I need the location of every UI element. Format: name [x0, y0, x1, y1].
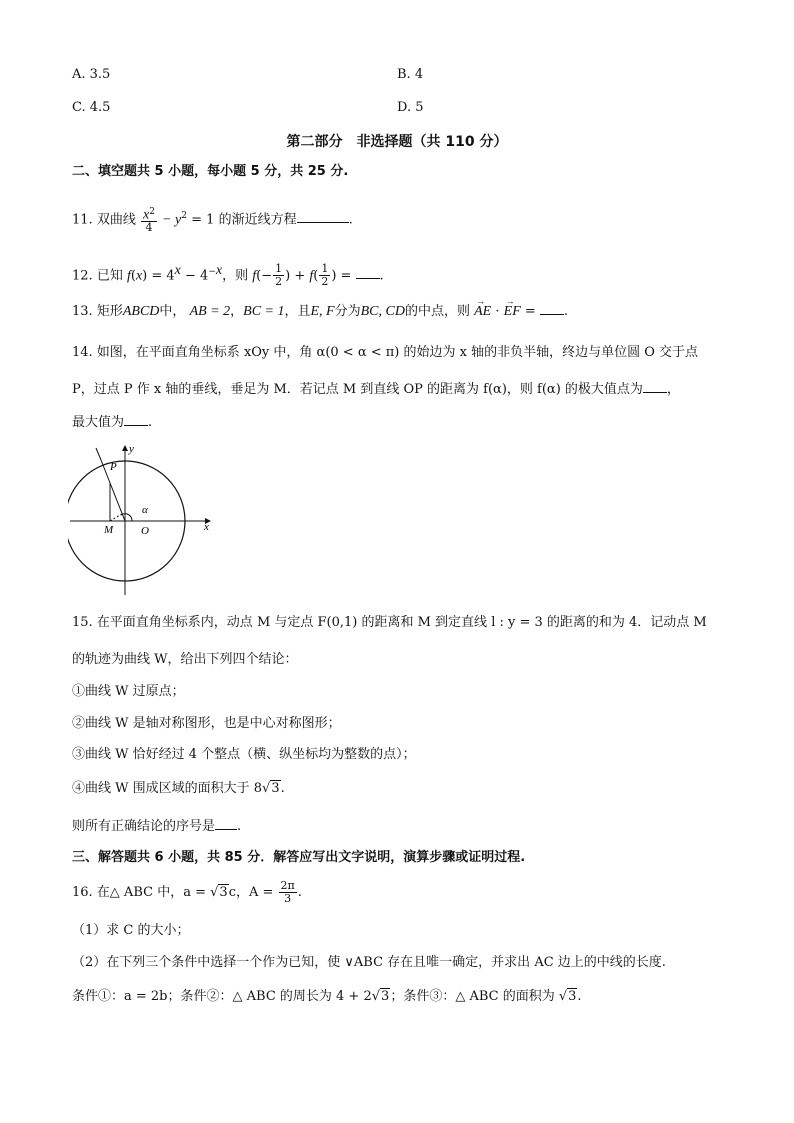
answer-blank [643, 380, 667, 393]
section3-header: 三、解答题共 6 小题，共 85 分．解答应写出文字说明，演算步骤或证明过程. [72, 850, 526, 865]
question-14-line2: P，过点 P 作 x 轴的垂线，垂足为 M．若记点 M 到直线 OP 的距离为 f(α)，则 f(α) 的极大值点为 ， [72, 382, 680, 397]
question-12: 12. 已知 $f(x) = 4^x - 4^{-x}$，则 f(− $\frac{1}{2}$ ) + f( $\frac{1}{2}$ ) = . [72, 262, 384, 289]
label-x: x [204, 521, 209, 533]
fraction: $\frac{2\pi}{3}$ [280, 879, 295, 905]
conclusion-2: ②曲线 W 是轴对称图形，也是中心对称图形； [72, 716, 341, 731]
question-13: 13. 矩形ABCD中， AB = 2，BC = 1，且E, F分为BC, CD的中点，则 → AE · → EF = . [72, 302, 568, 321]
question-15-line1: 15. 在平面直角坐标系内，动点 M 与定点 F(0,1) 的距离和 M 到定直线 l : y = 3 的距离的和为 4．记动点 M [72, 615, 707, 630]
section2-header: 二、填空题共 5 小题，每小题 5 分，共 25 分. [72, 164, 349, 179]
label-o: O [141, 525, 149, 537]
question-15-line2: 的轨迹为曲线 W，给出下列四个结论： [72, 652, 298, 667]
option-d: D. 5 [397, 100, 424, 115]
distance-dashed [110, 514, 122, 521]
answer-blank [356, 266, 380, 279]
option-a: A. 3.5 [72, 67, 111, 82]
conclusion-4: ④曲线 W 围成区域的面积大于 8√3. [72, 781, 285, 796]
answer-blank [297, 210, 349, 223]
fraction: $\frac{1}{2}$ [275, 262, 283, 289]
unit-circle-figure [68, 440, 218, 600]
question-15-ask: 则所有正确结论的序号是 . [72, 819, 242, 834]
question-16-part1: （1）求 C 的大小； [72, 923, 190, 938]
label-m: M [104, 524, 114, 536]
fraction: $\frac{1}{2}$ [321, 262, 329, 289]
option-c: C. 4.5 [72, 100, 111, 115]
question-11: 11. 双曲线 $\frac{x^2}{4}$ − $y^2 = 1$ 的渐近线方程 . [72, 206, 353, 235]
conclusion-1: ①曲线 W 过原点； [72, 684, 185, 699]
question-14-line1: 14. 如图，在平面直角坐标系 xOy 中，角 α(0 < α < π) 的始边为 x 轴的非负半轴，终边与单位圆 O 交于点 [72, 345, 699, 360]
question-14-line3: 最大值为 . [72, 415, 153, 430]
part2-title: 第二部分 非选择题（共 110 分） [286, 134, 508, 150]
answer-blank [540, 302, 564, 315]
answer-blank [215, 817, 237, 830]
question-16-part2: （2）在下列三个条件中选择一个作为已知，使 ∨ABC 存在且唯一确定，并求出 AC 边上的中线的长度. [72, 955, 666, 970]
answer-blank [124, 413, 148, 426]
question-16-conditions: 条件①：a = 2b；条件②：△ ABC 的周长为 4 + 2√3；条件③：△ ABC 的面积为 √3. [72, 989, 582, 1004]
label-y: y [129, 443, 134, 455]
label-alpha: α [142, 504, 148, 516]
conclusion-3: ③曲线 W 恰好经过 4 个整点（横、纵坐标均为整数的点）； [72, 747, 416, 762]
label-p: P [110, 461, 117, 473]
fraction: $\frac{x^2}{4}$ [142, 206, 155, 235]
option-b: B. 4 [397, 67, 424, 82]
terminal-extension [96, 448, 101, 460]
question-16-line1: 16. 在△ ABC 中，a = √3c，A = $\frac{2\pi}{3}$ . [72, 879, 302, 905]
